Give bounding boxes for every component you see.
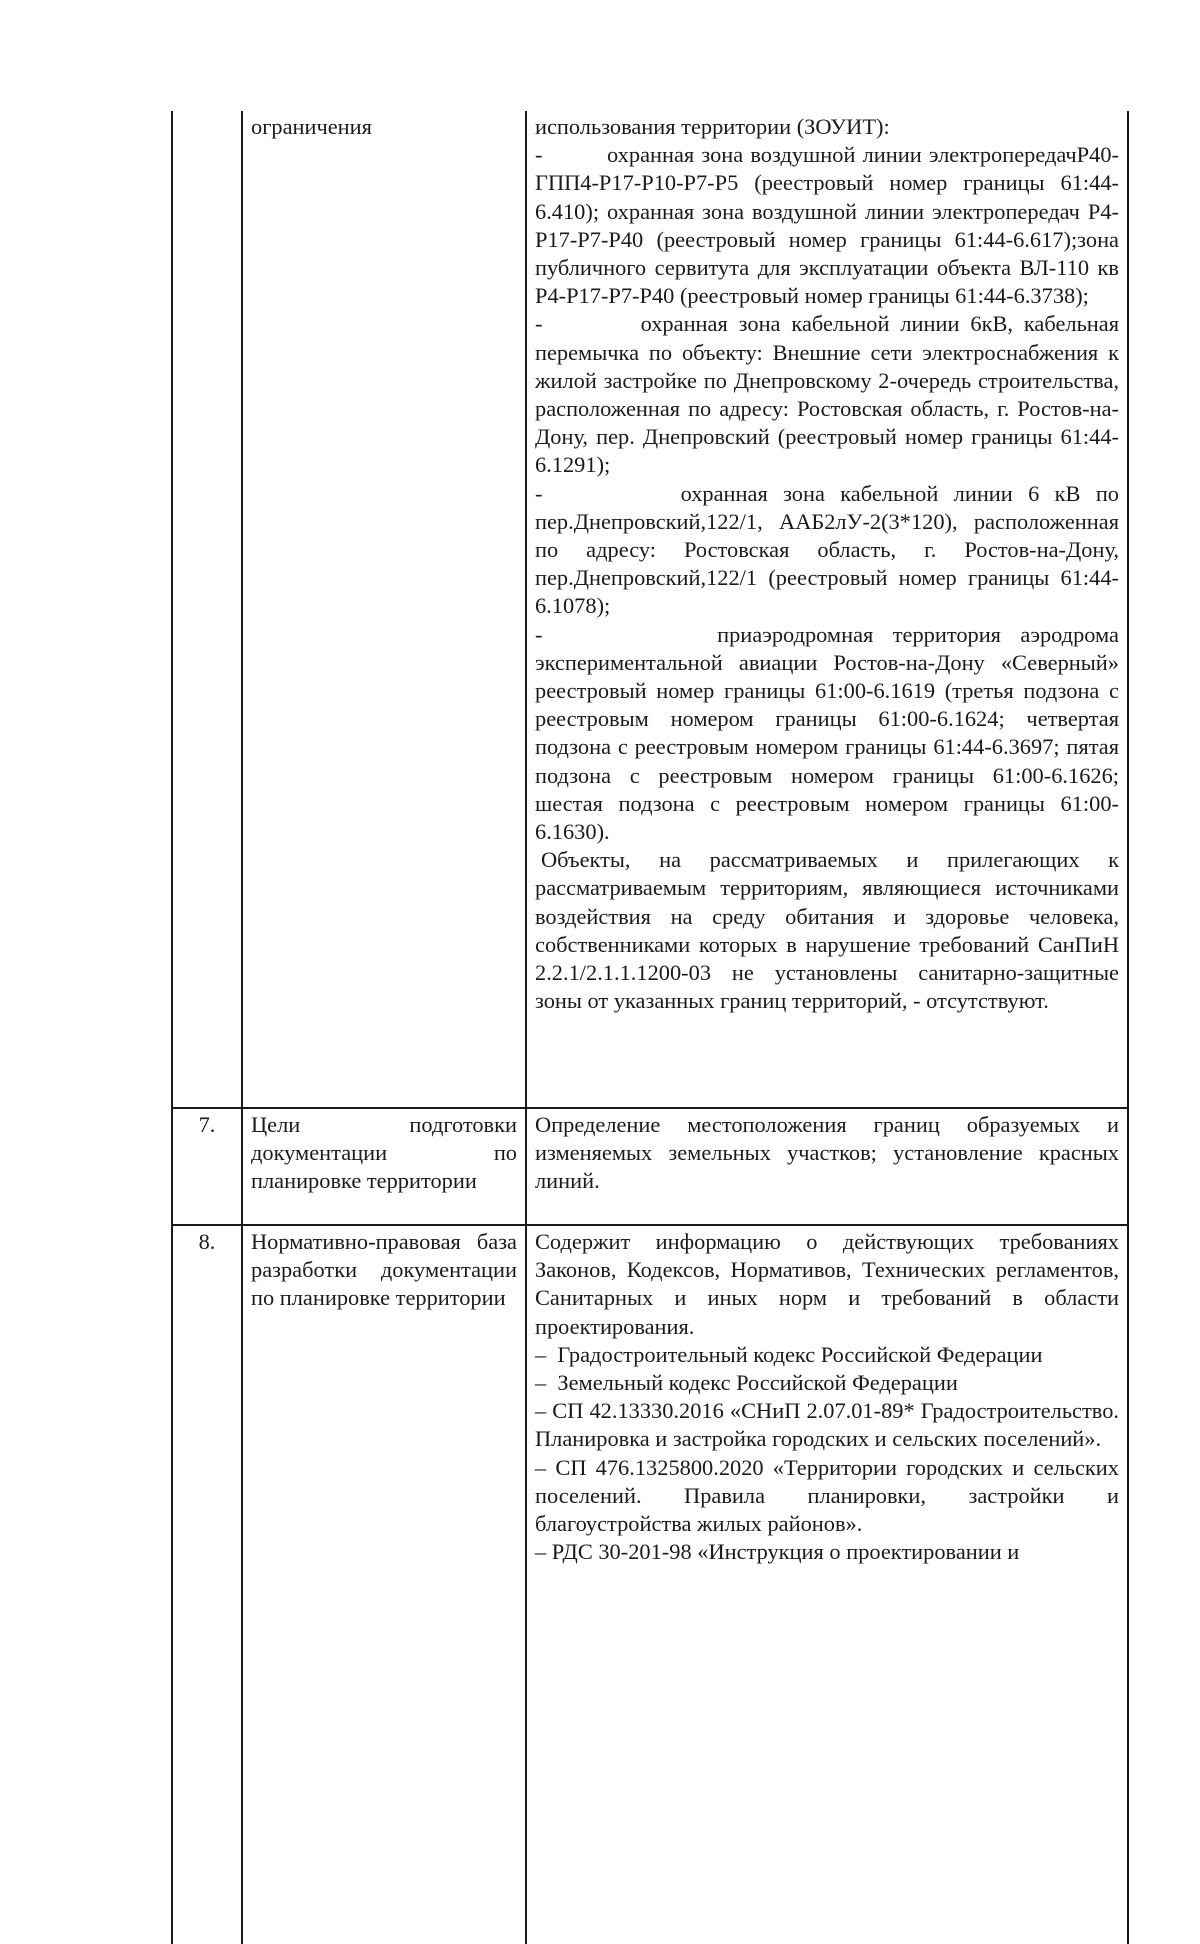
row-number: 8. [172,1225,242,1944]
row-content [526,1225,1128,1944]
paragraph: использования территории (ЗОУИТ): [535,114,890,139]
row-content [526,1108,1128,1225]
paragraph: – РДС 30-201-98 «Инструкция о проектировании и [535,1539,1020,1565]
paragraph: – Градостроительный кодекс Российской Федерации [535,1341,1043,1367]
row-number [172,111,242,1108]
paragraph: – СП 476.1325800.2020 «Территории городских и сельских поселений. Правила планировки, застройки и благоустройства жилых районов». [535,1454,1119,1537]
paragraph: - охранная зона кабельной линии 6кВ, кабельная перемычка по объекту: Внешние сети электроснабжения к жилой застройке по Днепровскому 2-очередь строительства, расположенная по адресу: Ростовская область, г. Ростов-на-Дону, пер. Днепровский (реестровый номер границы 61:44-6.1291); [535,311,1119,478]
paragraph: – СП 42.13330.2016 «СНиП 2.07.01-89* Градостроительство. Планировка и застройка городских и сельских поселений». [535,1398,1119,1452]
row-label: ограничения [242,111,526,1108]
paragraph: Объекты, на рассматриваемых и прилегающих к рассматриваемым территориям, являющиеся источниками воздействия на среду обитания и здоровье человека, собственниками которых в нарушение требований СанПиН 2.2.1/2.1.1.1200-03 не установлены санитарно-защитные зоны от указанных границ территорий, - отсутствуют. [535,847,1119,1014]
table-row [172,1108,1128,1225]
table-row [172,1225,1128,1944]
paragraph: - охранная зона кабельной линии 6 кВ по пер.Днепровский,122/1, ААБ2лУ-2(3*120), расположенная по адресу: Ростовская область, г. Ростов-на-Дону, пер.Днепровский,122/1 (реестровый номер границы 61:44-6.1078); [535,480,1119,619]
document-table [171,111,1129,1944]
paragraph: Содержит информацию о действующих требованиях Законов, Кодексов, Нормативов, Технических регламентов, Санитарных и иных норм и требований в области проектирования. [535,1229,1119,1339]
table-row [172,111,1128,1108]
paragraph: Определение местоположения границ образуемых и изменяемых земельных участков; установление красных линий. [535,1112,1119,1194]
row-label: Цели подготовки документации по планировке территории [242,1108,526,1225]
paragraph: - охранная зона воздушной линии электропередачР40-ГПП4-Р17-Р10-Р7-Р5 (реестровый номер границы 61:44-6.410); охранная зона воздушной линии электропередач Р4-Р17-Р7-Р40 (реестровый номер границы 61:44-6.617);зона публичного сервитута для эксплуатации объекта ВЛ-110 кв Р4-Р17-Р7-Р40 (реестровый номер границы 61:44-6.3738); [535,142,1119,309]
row-number: 7. [172,1108,242,1225]
row-content [526,111,1128,1108]
paragraph: – Земельный кодекс Российской Федерации [535,1370,958,1396]
paragraph: - приаэродромная территория аэродрома экспериментальной авиации Ростов-на-Дону «Северный» реестровый номер границы 61:00-6.1619 (третья подзона с реестровым номером границы 61:00-6.1624; четвертая подзона с реестровым номером границы 61:44-6.3697; пятая подзона с реестровым номером границы 61:00-6.1626; шестая подзона с реестровым номером границы 61:00-6.1630). [535,621,1119,845]
row-label: Нормативно-правовая база разработки документации по планировке территории [242,1225,526,1944]
